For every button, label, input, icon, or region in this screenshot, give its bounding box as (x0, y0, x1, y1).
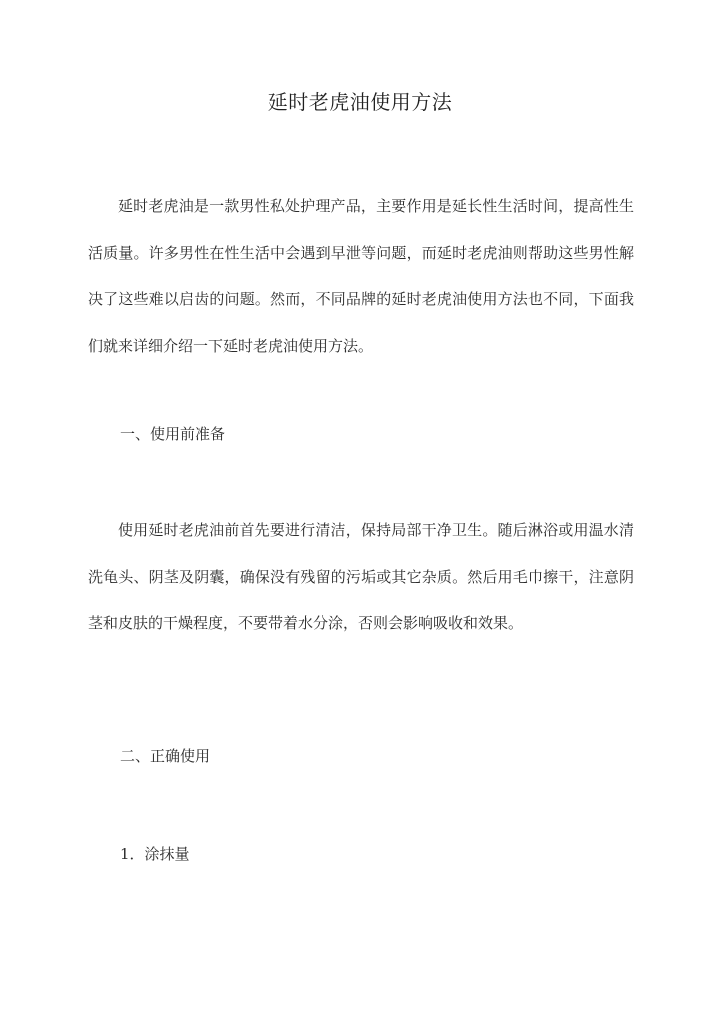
preparation-paragraph: 使用延时老虎油前首先要进行清洁，保持局部干净卫生。随后淋浴或用温水清洗龟头、阴茎及阴囊，确保没有残留的污垢或其它杂质。然后用毛巾擦干，注意阴茎和皮肤的干燥程度，不要带着水分涂，否则会影响吸收和效果。 (88, 521, 634, 632)
subsection-heading-amount: 1．涂抹量 (120, 845, 190, 863)
document-title: 延时老虎油使用方法 (267, 90, 453, 114)
intro-paragraph: 延时老虎油是一款男性私处护理产品，主要作用是延长性生活时间，提高性生活质量。许多男性在性生活中会遇到早泄等问题，而延时老虎油则帮助这些男性解决了这些难以启齿的问题。然而，不同品牌的延时老虎油使用方法也不同，下面我们就来详细介绍一下延时老虎油使用方法。 (88, 197, 634, 355)
section-heading-preparation: 一、使用前准备 (120, 425, 226, 443)
section-heading-correct-use: 二、正确使用 (120, 747, 211, 765)
